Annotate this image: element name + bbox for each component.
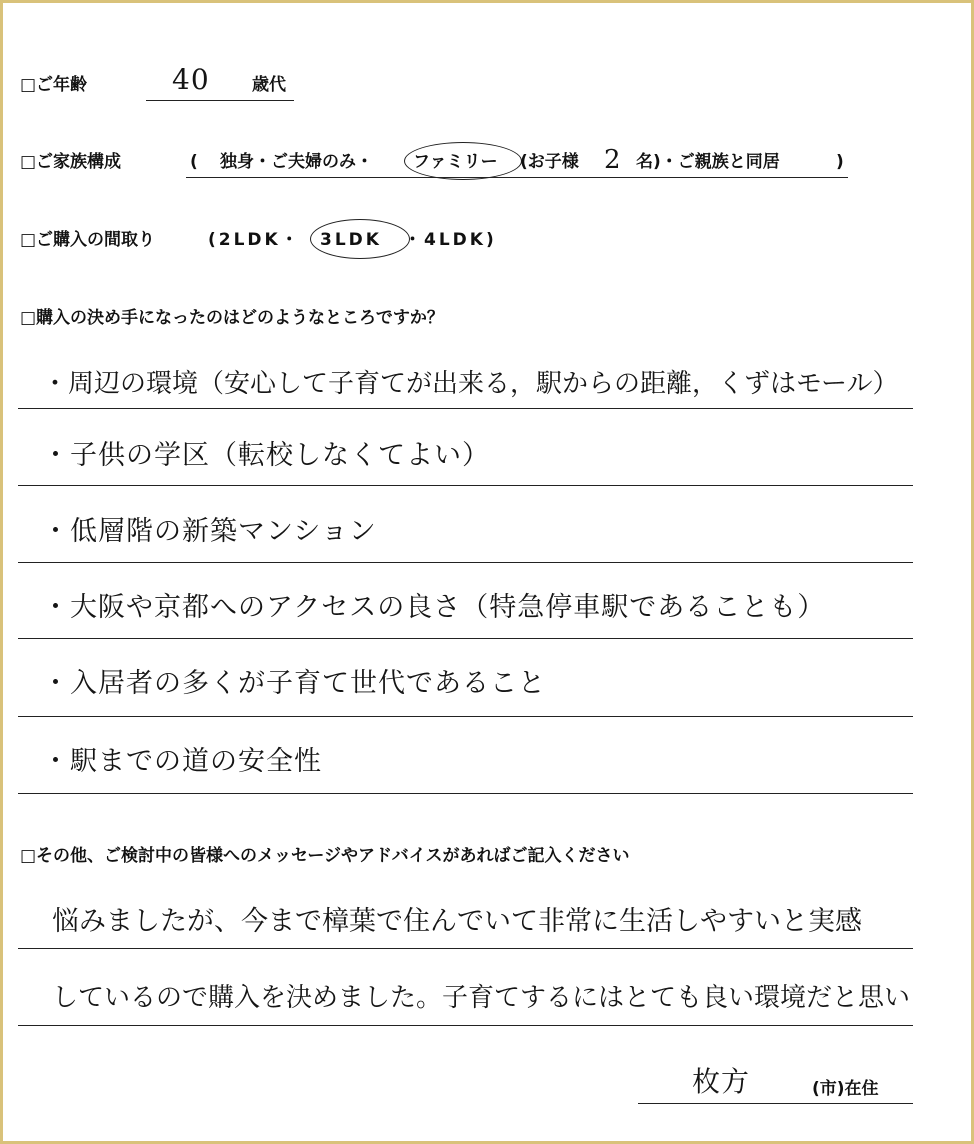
age-label: □ご年齢 <box>20 75 88 95</box>
family-option-family: ファミリー <box>413 152 498 172</box>
reason-item: ・周辺の環境（安心して子育てが出来る，駅からの距離，くずはモール） <box>42 369 899 399</box>
reason-item: ・子供の学区（転校しなくてよい） <box>42 440 490 471</box>
age-underline <box>146 100 294 101</box>
reason-item: ・大阪や京都へのアクセスの良さ（特急停車駅であることも） <box>42 592 826 623</box>
family-open: ( <box>190 152 198 172</box>
family-underline <box>186 177 848 178</box>
reason-item: ・低層階の新築マンション <box>42 516 377 547</box>
reason-line <box>18 638 913 639</box>
reason-line <box>18 793 913 794</box>
layout-option-4ldk: ・4LDK) <box>404 230 497 250</box>
layout-option-3ldk: 3LDK <box>320 230 382 250</box>
reason-item: ・駅までの道の安全性 <box>42 746 322 777</box>
reason-line <box>18 716 913 717</box>
residence-suffix: (市)在住 <box>812 1079 879 1099</box>
family-children-prefix: (お子様 <box>520 152 579 172</box>
age-suffix: 歳代 <box>252 75 286 95</box>
family-label: □ご家族構成 <box>20 152 122 172</box>
residence-city: 枚方 <box>692 1065 751 1098</box>
family-option-single: 独身・ご夫婦のみ・ <box>220 152 373 172</box>
reason-line <box>18 562 913 563</box>
message-underline <box>18 948 913 949</box>
message-question: □その他、ご検討中の皆様へのメッセージやアドバイスがあればご記入ください <box>20 846 630 866</box>
reasons-question: □購入の決め手になったのはどのようなところですか？ <box>20 308 444 328</box>
reason-line <box>18 485 913 486</box>
age-value: 40 <box>172 63 210 96</box>
reason-line <box>18 408 913 409</box>
layout-selection-circle <box>310 219 410 259</box>
reason-item: ・入居者の多くが子育て世代であること <box>42 668 546 699</box>
family-selection-circle <box>404 142 522 180</box>
message-line: 悩みましたが、今まで樟葉で住んでいて非常に生活しやすいと実感 <box>52 906 862 937</box>
layout-option-2ldk: (2LDK・ <box>208 230 301 250</box>
residence-underline <box>638 1103 913 1104</box>
message-line: しているので購入を決めました。子育てするにはとても良い環境だと思い <box>52 983 911 1013</box>
family-close: ) <box>836 152 844 172</box>
family-children-suffix: 名)・ご親族と同居 <box>636 152 780 172</box>
layout-label: □ご購入の間取り <box>20 230 156 250</box>
message-underline <box>18 1025 913 1026</box>
family-children-count: 2 <box>604 145 622 175</box>
